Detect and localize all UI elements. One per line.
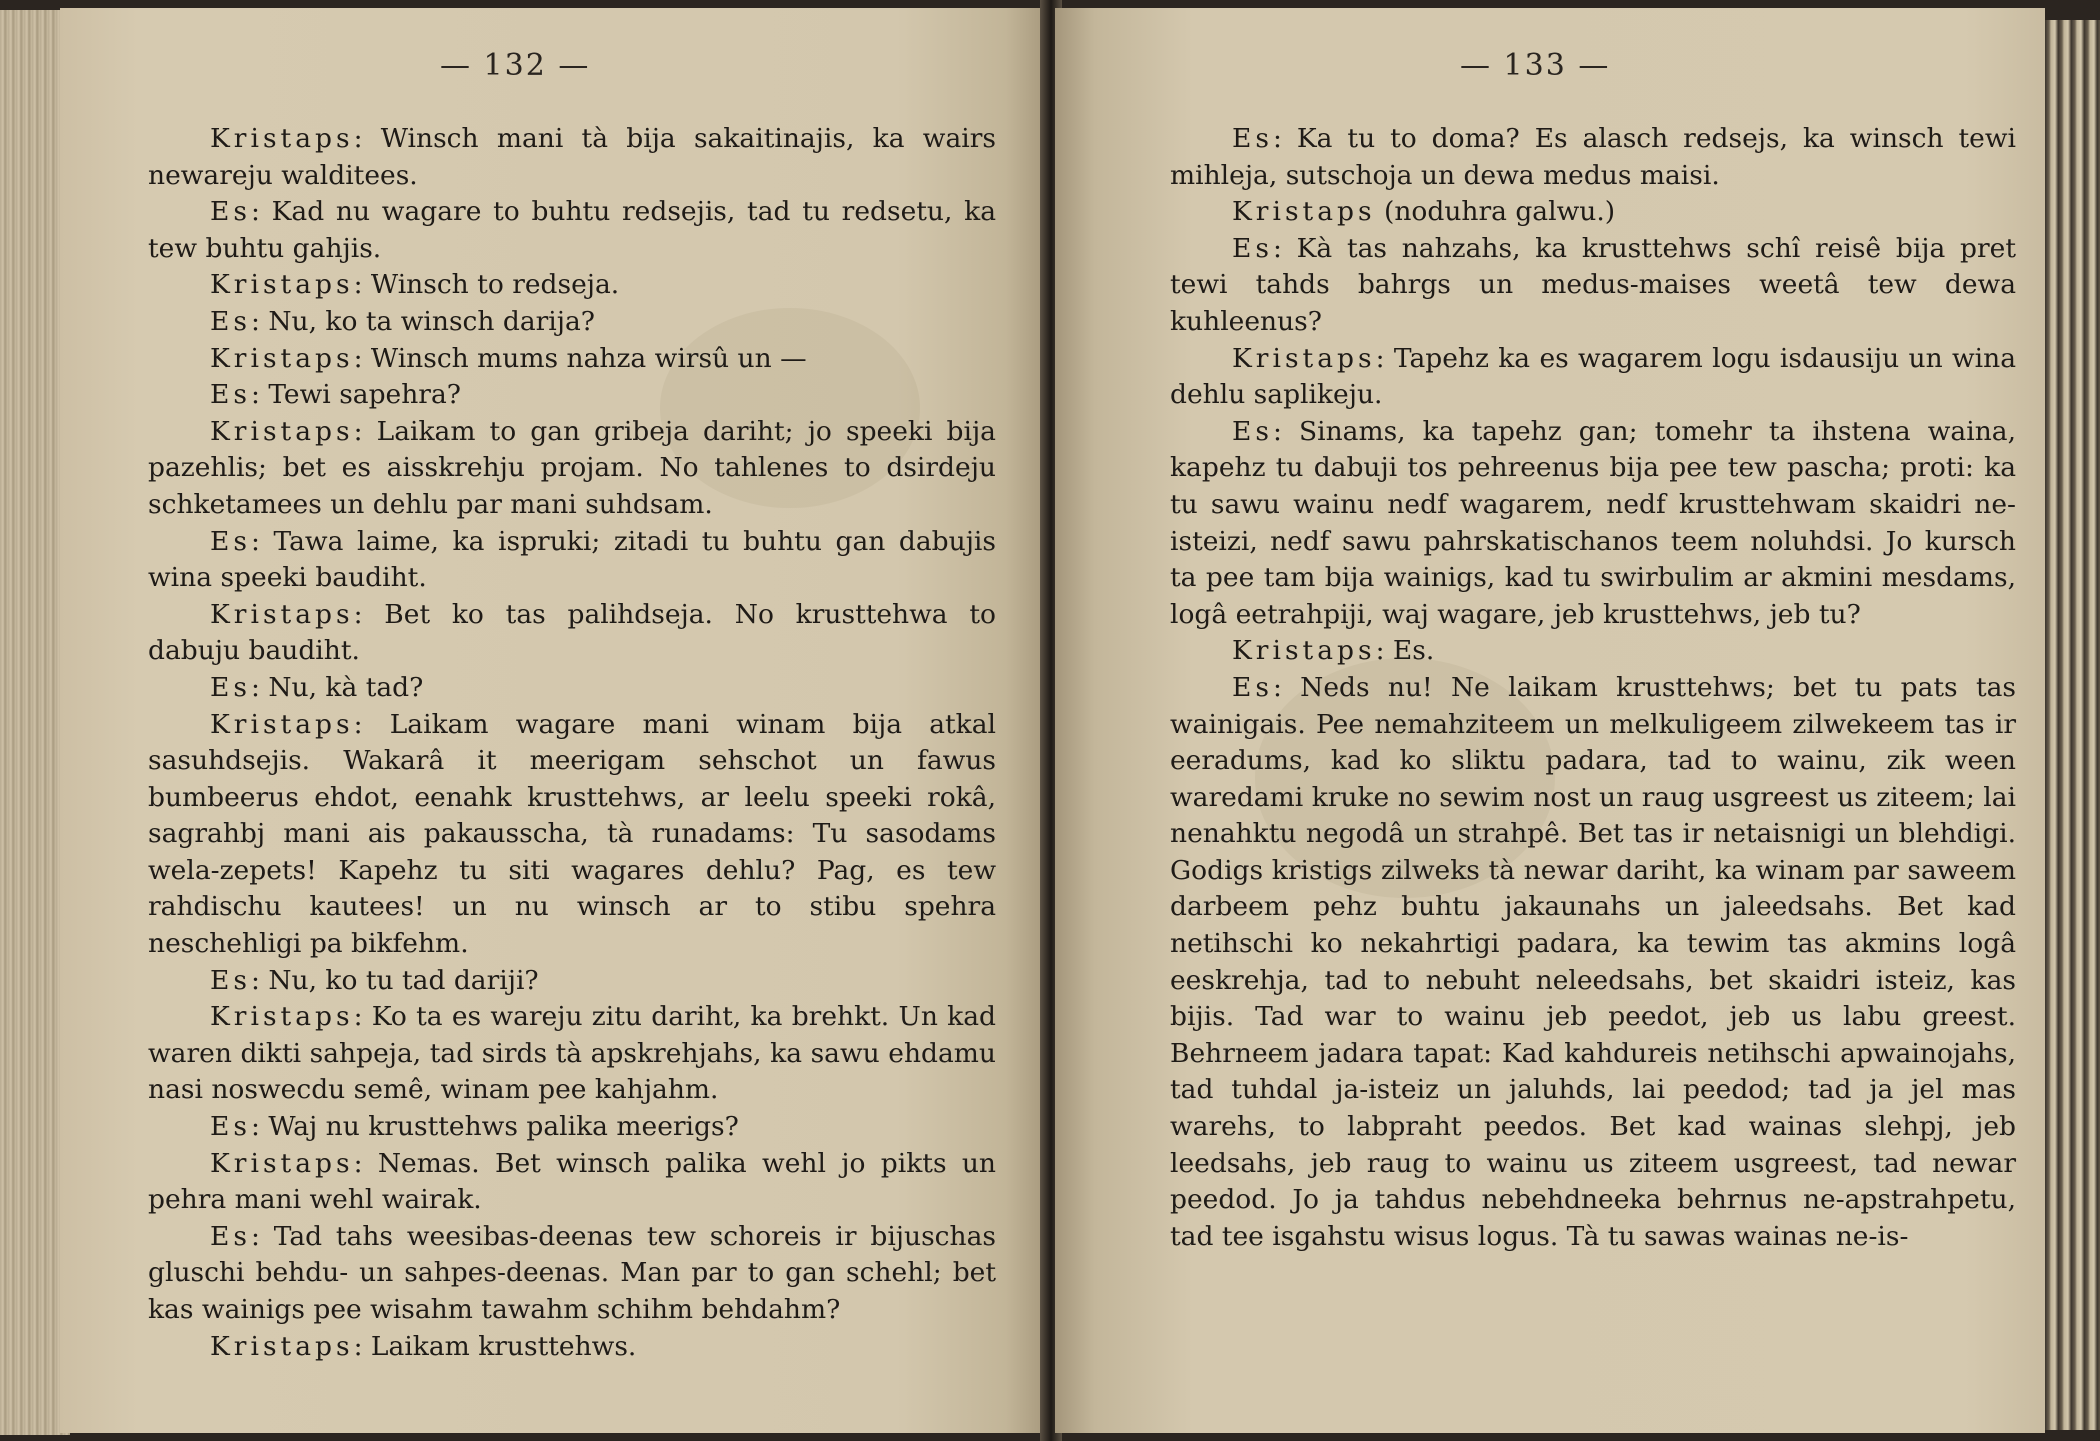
dialogue-paragraph [148,341,996,378]
speaker-name: Es : [210,1221,274,1252]
dialogue-paragraph [1170,670,2016,1256]
dialogue-paragraph [1170,231,2016,341]
speaker-name: Kristaps : [210,1148,378,1179]
speaker-name: Kristaps : [210,269,371,300]
dialogue-text: Kad nu wagare to buhtu redsejis, tad tu redsetu, ka tew buhtu gahjis. [148,196,996,264]
right-page-number: — 133 — [1460,48,1611,83]
speaker-name: Kristaps [1232,196,1376,228]
dialogue-text: Bet ko tas palihdseja. No krusttehwa to dabuju baudiht. [148,598,996,667]
dialogue-text: Ko ta es wareju zitu dariht, ka brehkt. Un kad waren dikti sahpeja, tad sirds tà apskrehjahs, ka sawu ehdamu nasi noswecdu semê, winam pee kahjahm. [148,1001,996,1106]
dialogue-paragraph [148,1146,996,1219]
dialogue-paragraph [148,267,996,304]
dialogue-text: Neds nu! Ne laikam krusttehws; bet tu pats tas wainigais. Pee nemahziteem un melkuligeem zilwekeem tas ir eeradums, kad ko sliktu padara, tad to wainu, zik ween waredami kruke no sewim nost un raug usgreest us ziteem; lai nenahktu negodâ un strahpê. Bet tas ir netaisnigi un blehdigi. Godigs kristigs zilweks tà newar dariht, ka winam par saweem darbeem pehz buhtu jakaunahs un jaleedsahs. Bet kad netihschi ko nekahrtigi padara, ka tewim tas akmins logâ eeskrehja, tad to nebuht neleedsahs, bet skaidri isteiz, kas bijis. Tad war to wainu jeb peedot, jeb us labu greest. Behrneem jadara tapat: Kad kahdureis netihschi apwainojahs, tad tuhdal ja-isteiz un jaluhds, lai peedod; tad ja jel mas warehs, to labpraht peedos. Bet kad wainas slehpj, jeb leedsahs, jeb raug to wainu us ziteem usgreest, tad newar peedod. Jo ja tahdus nebehdneeka behrnus ne-apstrahpetu, tad tee isgahstu wisus logus. Tà tu sawas wainas ne-is- [1170,671,2016,1252]
dialogue-paragraph [148,1109,996,1146]
dialogue-text: Nu, kà tad? [268,671,424,703]
dialogue-text: Winsch to redseja. [370,269,620,301]
dialogue-text: Winsch mani tà bija sakaitinajis, ka wairs newareju walditees. [148,123,996,191]
dialogue-text: Sinams, ka tapehz gan; tomehr ta ihstena waina, kapehz tu dabuji tos pehreenus bija pee tew pascha; proti: ka tu sawu wainu nedf wagarem, nedf krusttehwam skaidri ne-isteizi, nedf sawu pahrskatischanos teem noluhdsi. Jo kursch ta pee tam bija wainigs, kad tu swirbulim ar akmini mesdams, logâ eetrahpiji, waj wagare, jeb krusttehws, jeb tu? [1170,415,2016,630]
dialogue-text: Es. [1392,635,1435,667]
dialogue-paragraph [148,414,996,524]
left-page [60,8,1045,1433]
speaker-name: Es : [210,526,273,557]
dialogue-text: Tewi sapehra? [268,379,461,411]
dialogue-paragraph [148,999,996,1109]
speaker-name: Kristaps : [210,709,390,740]
dialogue-paragraph [148,707,996,963]
right-page [1055,8,2045,1433]
dialogue-paragraph [1170,341,2016,414]
left-page-number: — 132 — [440,48,591,83]
speaker-name: Kristaps : [210,416,377,447]
speaker-name: Es : [210,672,268,703]
speaker-name: Kristaps : [210,343,371,374]
dialogue-paragraph [1170,194,2016,231]
speaker-name: Es : [210,306,268,337]
speaker-name: Kristaps : [210,123,381,154]
speaker-name: Es : [1232,123,1297,154]
speaker-name: Kristaps : [1232,343,1394,374]
dialogue-paragraph [148,304,996,341]
dialogue-paragraph [148,194,996,267]
dialogue-text: Waj nu krusttehws palika meerigs? [268,1111,739,1143]
dialogue-text: (noduhra galwu.) [1384,196,1616,228]
dialogue-paragraph [148,597,996,670]
dialogue-text: Tawa laime, ka ispruki; zitadi tu buhtu gan dabujis wina speeki baudiht. [148,525,996,594]
dialogue-text: Nu, ko tu tad dariji? [268,964,539,996]
right-page-text [1170,121,2016,1255]
left-page-text [148,121,996,1365]
speaker-name: Es : [210,379,268,410]
dialogue-text: Winsch mums nahza wirsû un — [370,342,807,374]
dialogue-paragraph [148,670,996,707]
speaker-name: Kristaps : [1232,635,1393,666]
dialogue-paragraph [148,963,996,1000]
dialogue-text: Nemas. Bet winsch palika wehl jo pikts un pehra mani wehl wairak. [148,1147,996,1216]
speaker-name: Kristaps : [210,599,384,630]
speaker-name: Es : [1232,416,1299,447]
dialogue-text: Nu, ko ta winsch darija? [268,305,596,337]
dialogue-text: Ka tu to doma? Es alasch redsejs, ka winsch tewi mihleja, sutschoja un dewa medus maisi. [1170,123,2016,191]
speaker-name: Es : [210,1111,268,1142]
dialogue-text: Kà tas nahzahs, ka krusttehws schî reisê bija pret tewi tahds bahrgs un medus-maises weetâ tew dewa kuhleenus? [1170,232,2017,337]
dialogue-text: Laikam to gan gribeja dariht; jo speeki bija pazehlis; bet es aisskrehju projam. No tahlenes to dsirdeju schketamees un dehlu par mani suhdsam. [148,415,996,520]
dialogue-text: Laikam wagare mani winam bija atkal sasuhdsejis. Wakarâ it meerigam sehschot un fawus bumbeerus ehdot, eenahk krusttehws, ar leelu speeki rokâ, sagrahbj mani ais pakausscha, tà runadams: Tu sasodams wela-zepets! Kapehz tu siti wagares dehlu? Pag, es tew rahdischu kautees! un nu winsch ar to stibu spehra neschehligi pa bikfehm. [148,708,996,960]
dialogue-paragraph [148,1329,996,1366]
speaker-name: Kristaps : [210,1331,371,1362]
dialogue-text: Tapehz ka es wagarem logu isdausiju un wina dehlu saplikeju. [1170,342,2016,411]
dialogue-text: Tad tahs weesibas-deenas tew schoreis ir bijuschas gluschi behdu- un sahpes-deenas. Man par to gan schehl; bet kas wainigs pee wisahm tawahm schihm behdahm? [148,1220,996,1325]
dialogue-paragraph [1170,633,2016,670]
speaker-name: Es : [210,196,272,227]
speaker-name: Es : [1232,672,1300,703]
speaker-name: Es : [210,965,268,996]
dialogue-paragraph [148,524,996,597]
dialogue-text: Laikam krusttehws. [370,1330,637,1362]
dialogue-paragraph [148,121,996,194]
dialogue-paragraph [148,377,996,414]
dialogue-paragraph [1170,121,2016,194]
speaker-name: Es : [1232,233,1297,264]
speaker-name: Kristaps : [210,1001,372,1032]
dialogue-paragraph [1170,414,2016,634]
right-page-edges [2045,20,2100,1430]
dialogue-paragraph [148,1219,996,1329]
